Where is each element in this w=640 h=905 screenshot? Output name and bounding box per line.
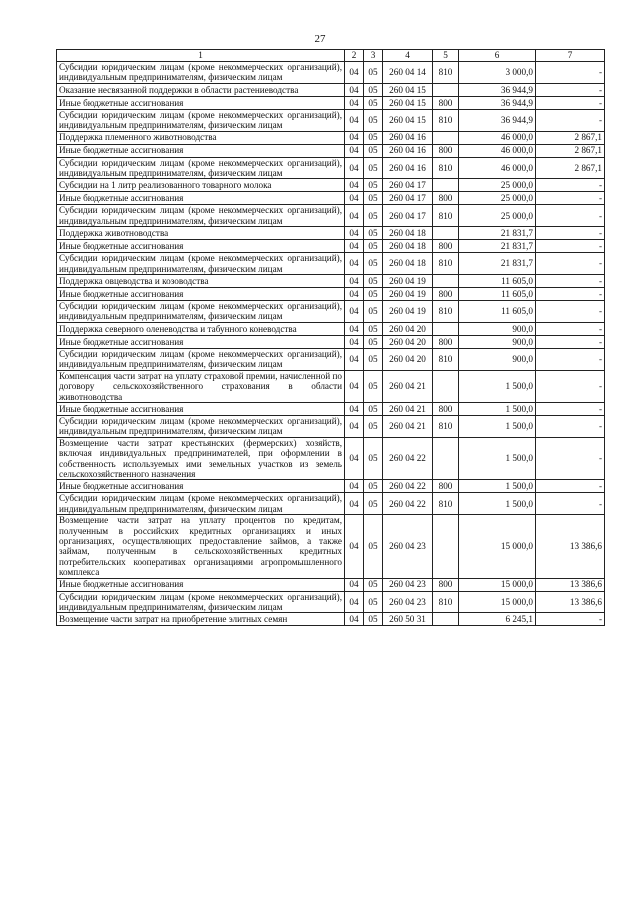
amount-cell: 36 944,9 — [459, 83, 536, 96]
amount-cell: 21 831,7 — [459, 253, 536, 275]
secondary-amount-cell: - — [536, 402, 605, 415]
amount-cell: 1 500,0 — [459, 370, 536, 402]
column-header: 5 — [433, 50, 459, 62]
table-row — [57, 131, 605, 144]
subsection-code-cell: 05 — [364, 493, 383, 515]
section-code-cell: 04 — [345, 370, 364, 402]
expense-type-cell: 800 — [433, 402, 459, 415]
row-name-cell: Возмещение части затрат крестьянских (фермерских) хозяйств, включая индивидуальных предпринимателей, при оформлении в собственность используемых ими земельных участков из земель сельскохозяйственного назначения — [57, 437, 345, 480]
secondary-amount-cell: 2 867,1 — [536, 131, 605, 144]
amount-cell: 900,0 — [459, 348, 536, 370]
subsection-code-cell: 05 — [364, 288, 383, 301]
table-row — [57, 591, 605, 613]
expense-type-cell — [433, 131, 459, 144]
subsection-code-cell: 05 — [364, 322, 383, 335]
column-header: 4 — [383, 50, 433, 62]
row-name-cell: Компенсация части затрат на уплату страховой премии, начисленной по договору сельскохозяйственного страхования в области животноводства — [57, 370, 345, 402]
section-code-cell: 04 — [345, 253, 364, 275]
row-name-cell: Иные бюджетные ассигнования — [57, 96, 345, 109]
amount-cell: 21 831,7 — [459, 240, 536, 253]
subsection-code-cell: 05 — [364, 179, 383, 192]
amount-cell: 6 245,1 — [459, 613, 536, 626]
subsection-code-cell: 05 — [364, 253, 383, 275]
amount-cell: 46 000,0 — [459, 157, 536, 179]
section-code-cell: 04 — [345, 205, 364, 227]
target-article-cell: 260 04 15 — [383, 109, 433, 131]
table-row — [57, 515, 605, 578]
secondary-amount-cell: - — [536, 192, 605, 205]
amount-cell: 11 605,0 — [459, 301, 536, 323]
target-article-cell: 260 04 20 — [383, 348, 433, 370]
secondary-amount-cell: 2 867,1 — [536, 144, 605, 157]
row-name-cell: Оказание несвязанной поддержки в области растениеводства — [57, 83, 345, 96]
row-name-cell: Субсидии юридическим лицам (кроме некоммерческих организаций), индивидуальным предпринимателям, физическим лицам — [57, 253, 345, 275]
secondary-amount-cell: 13 386,6 — [536, 591, 605, 613]
target-article-cell: 260 04 23 — [383, 515, 433, 578]
expense-type-cell: 800 — [433, 288, 459, 301]
expense-type-cell: 800 — [433, 96, 459, 109]
expense-type-cell — [433, 83, 459, 96]
amount-cell: 1 500,0 — [459, 415, 536, 437]
target-article-cell: 260 04 20 — [383, 335, 433, 348]
row-name-cell: Субсидии юридическим лицам (кроме некоммерческих организаций), индивидуальным предпринимателям, физическим лицам — [57, 109, 345, 131]
secondary-amount-cell: - — [536, 179, 605, 192]
table-row — [57, 301, 605, 323]
section-code-cell: 04 — [345, 62, 364, 84]
section-code-cell: 04 — [345, 437, 364, 480]
amount-cell: 15 000,0 — [459, 515, 536, 578]
subsection-code-cell: 05 — [364, 348, 383, 370]
secondary-amount-cell: - — [536, 288, 605, 301]
subsection-code-cell: 05 — [364, 578, 383, 591]
table-row — [57, 613, 605, 626]
target-article-cell: 260 04 16 — [383, 144, 433, 157]
secondary-amount-cell: - — [536, 613, 605, 626]
row-name-cell: Субсидии юридическим лицам (кроме некоммерческих организаций), индивидуальным предпринимателям, физическим лицам — [57, 157, 345, 179]
row-name-cell: Поддержка северного оленеводства и табунного коневодства — [57, 322, 345, 335]
secondary-amount-cell: - — [536, 301, 605, 323]
row-name-cell: Иные бюджетные ассигнования — [57, 240, 345, 253]
amount-cell: 46 000,0 — [459, 131, 536, 144]
row-name-cell: Субсидии на 1 литр реализованного товарного молока — [57, 179, 345, 192]
secondary-amount-cell: - — [536, 253, 605, 275]
secondary-amount-cell: - — [536, 493, 605, 515]
expense-type-cell — [433, 179, 459, 192]
expense-type-cell: 800 — [433, 240, 459, 253]
amount-cell: 25 000,0 — [459, 192, 536, 205]
target-article-cell: 260 04 18 — [383, 253, 433, 275]
section-code-cell: 04 — [345, 613, 364, 626]
section-code-cell: 04 — [345, 131, 364, 144]
row-name-cell: Иные бюджетные ассигнования — [57, 480, 345, 493]
expense-type-cell: 810 — [433, 205, 459, 227]
table-row — [57, 415, 605, 437]
secondary-amount-cell: - — [536, 109, 605, 131]
secondary-amount-cell: - — [536, 480, 605, 493]
table-row — [57, 205, 605, 227]
amount-cell: 900,0 — [459, 335, 536, 348]
table-row — [57, 179, 605, 192]
subsection-code-cell: 05 — [364, 240, 383, 253]
section-code-cell: 04 — [345, 335, 364, 348]
column-header: 1 — [57, 50, 345, 62]
target-article-cell: 260 04 15 — [383, 96, 433, 109]
subsection-code-cell: 05 — [364, 192, 383, 205]
row-name-cell: Субсидии юридическим лицам (кроме некоммерческих организаций), индивидуальным предпринимателям, физическим лицам — [57, 591, 345, 613]
target-article-cell: 260 04 19 — [383, 275, 433, 288]
row-name-cell: Иные бюджетные ассигнования — [57, 192, 345, 205]
subsection-code-cell: 05 — [364, 301, 383, 323]
row-name-cell: Субсидии юридическим лицам (кроме некоммерческих организаций), индивидуальным предпринимателям, физическим лицам — [57, 415, 345, 437]
table-row — [57, 83, 605, 96]
table-row — [57, 288, 605, 301]
expense-type-cell: 810 — [433, 253, 459, 275]
row-name-cell: Иные бюджетные ассигнования — [57, 144, 345, 157]
expense-type-cell: 810 — [433, 301, 459, 323]
secondary-amount-cell: - — [536, 322, 605, 335]
table-row — [57, 493, 605, 515]
section-code-cell: 04 — [345, 83, 364, 96]
amount-cell: 1 500,0 — [459, 480, 536, 493]
secondary-amount-cell: - — [536, 227, 605, 240]
amount-cell: 25 000,0 — [459, 205, 536, 227]
section-code-cell: 04 — [345, 227, 364, 240]
table-row — [57, 227, 605, 240]
secondary-amount-cell: - — [536, 83, 605, 96]
budget-table — [56, 49, 605, 626]
section-code-cell: 04 — [345, 240, 364, 253]
secondary-amount-cell: - — [536, 275, 605, 288]
section-code-cell: 04 — [345, 480, 364, 493]
subsection-code-cell: 05 — [364, 591, 383, 613]
target-article-cell: 260 04 21 — [383, 402, 433, 415]
subsection-code-cell: 05 — [364, 275, 383, 288]
secondary-amount-cell: - — [536, 205, 605, 227]
amount-cell: 1 500,0 — [459, 493, 536, 515]
table-row — [57, 240, 605, 253]
section-code-cell: 04 — [345, 179, 364, 192]
expense-type-cell: 810 — [433, 493, 459, 515]
row-name-cell: Иные бюджетные ассигнования — [57, 335, 345, 348]
table-row — [57, 96, 605, 109]
subsection-code-cell: 05 — [364, 515, 383, 578]
target-article-cell: 260 04 21 — [383, 415, 433, 437]
target-article-cell: 260 04 17 — [383, 205, 433, 227]
amount-cell: 15 000,0 — [459, 578, 536, 591]
target-article-cell: 260 04 19 — [383, 301, 433, 323]
secondary-amount-cell: - — [536, 370, 605, 402]
subsection-code-cell: 05 — [364, 62, 383, 84]
section-code-cell: 04 — [345, 415, 364, 437]
subsection-code-cell: 05 — [364, 335, 383, 348]
row-name-cell: Субсидии юридическим лицам (кроме некоммерческих организаций), индивидуальным предпринимателям, физическим лицам — [57, 205, 345, 227]
section-code-cell: 04 — [345, 275, 364, 288]
amount-cell: 11 605,0 — [459, 275, 536, 288]
table-row — [57, 578, 605, 591]
target-article-cell: 260 04 16 — [383, 157, 433, 179]
amount-cell: 36 944,9 — [459, 96, 536, 109]
row-name-cell: Иные бюджетные ассигнования — [57, 578, 345, 591]
subsection-code-cell: 05 — [364, 96, 383, 109]
table-row — [57, 335, 605, 348]
subsection-code-cell: 05 — [364, 402, 383, 415]
secondary-amount-cell: 13 386,6 — [536, 578, 605, 591]
table-header-row — [57, 50, 605, 62]
subsection-code-cell: 05 — [364, 613, 383, 626]
section-code-cell: 04 — [345, 515, 364, 578]
secondary-amount-cell: - — [536, 96, 605, 109]
row-name-cell: Субсидии юридическим лицам (кроме некоммерческих организаций), индивидуальным предпринимателям, физическим лицам — [57, 301, 345, 323]
subsection-code-cell: 05 — [364, 370, 383, 402]
target-article-cell: 260 04 18 — [383, 240, 433, 253]
section-code-cell: 04 — [345, 493, 364, 515]
subsection-code-cell: 05 — [364, 415, 383, 437]
section-code-cell: 04 — [345, 109, 364, 131]
target-article-cell: 260 04 15 — [383, 83, 433, 96]
expense-type-cell — [433, 437, 459, 480]
secondary-amount-cell: - — [536, 348, 605, 370]
expense-type-cell: 800 — [433, 144, 459, 157]
secondary-amount-cell: 13 386,6 — [536, 515, 605, 578]
subsection-code-cell: 05 — [364, 227, 383, 240]
subsection-code-cell: 05 — [364, 205, 383, 227]
table-row — [57, 253, 605, 275]
subsection-code-cell: 05 — [364, 480, 383, 493]
row-name-cell: Поддержка овцеводства и козоводства — [57, 275, 345, 288]
target-article-cell: 260 04 16 — [383, 131, 433, 144]
expense-type-cell — [433, 227, 459, 240]
secondary-amount-cell: - — [536, 335, 605, 348]
target-article-cell: 260 04 18 — [383, 227, 433, 240]
target-article-cell: 260 04 19 — [383, 288, 433, 301]
page-number: 27 — [314, 33, 326, 45]
expense-type-cell: 810 — [433, 348, 459, 370]
row-name-cell: Поддержка племенного животноводства — [57, 131, 345, 144]
section-code-cell: 04 — [345, 144, 364, 157]
target-article-cell: 260 04 23 — [383, 578, 433, 591]
expense-type-cell: 810 — [433, 62, 459, 84]
column-header: 2 — [345, 50, 364, 62]
subsection-code-cell: 05 — [364, 157, 383, 179]
amount-cell: 3 000,0 — [459, 62, 536, 84]
expense-type-cell: 800 — [433, 480, 459, 493]
target-article-cell: 260 04 23 — [383, 591, 433, 613]
expense-type-cell: 810 — [433, 109, 459, 131]
expense-type-cell: 810 — [433, 157, 459, 179]
secondary-amount-cell: - — [536, 415, 605, 437]
table-row — [57, 402, 605, 415]
target-article-cell: 260 04 17 — [383, 192, 433, 205]
secondary-amount-cell: - — [536, 240, 605, 253]
table-row — [57, 62, 605, 84]
section-code-cell: 04 — [345, 192, 364, 205]
expense-type-cell: 800 — [433, 192, 459, 205]
section-code-cell: 04 — [345, 301, 364, 323]
amount-cell: 36 944,9 — [459, 109, 536, 131]
section-code-cell: 04 — [345, 322, 364, 335]
amount-cell: 15 000,0 — [459, 591, 536, 613]
table-row — [57, 480, 605, 493]
subsection-code-cell: 05 — [364, 83, 383, 96]
target-article-cell: 260 04 22 — [383, 480, 433, 493]
row-name-cell: Субсидии юридическим лицам (кроме некоммерческих организаций), индивидуальным предпринимателям, физическим лицам — [57, 62, 345, 84]
row-name-cell: Иные бюджетные ассигнования — [57, 402, 345, 415]
subsection-code-cell: 05 — [364, 437, 383, 480]
expense-type-cell — [433, 515, 459, 578]
column-header: 7 — [536, 50, 605, 62]
target-article-cell: 260 04 20 — [383, 322, 433, 335]
expense-type-cell — [433, 613, 459, 626]
target-article-cell: 260 04 17 — [383, 179, 433, 192]
table-row — [57, 437, 605, 480]
row-name-cell: Субсидии юридическим лицам (кроме некоммерческих организаций), индивидуальным предпринимателям, физическим лицам — [57, 348, 345, 370]
expense-type-cell: 800 — [433, 335, 459, 348]
amount-cell: 1 500,0 — [459, 402, 536, 415]
table-row — [57, 275, 605, 288]
subsection-code-cell: 05 — [364, 109, 383, 131]
table-row — [57, 192, 605, 205]
target-article-cell: 260 04 21 — [383, 370, 433, 402]
expense-type-cell — [433, 370, 459, 402]
amount-cell: 46 000,0 — [459, 144, 536, 157]
row-name-cell: Поддержка животноводства — [57, 227, 345, 240]
target-article-cell: 260 04 14 — [383, 62, 433, 84]
target-article-cell: 260 50 31 — [383, 613, 433, 626]
amount-cell: 25 000,0 — [459, 179, 536, 192]
table-row — [57, 157, 605, 179]
amount-cell: 21 831,7 — [459, 227, 536, 240]
section-code-cell: 04 — [345, 96, 364, 109]
row-name-cell: Иные бюджетные ассигнования — [57, 288, 345, 301]
expense-type-cell — [433, 275, 459, 288]
expense-type-cell: 800 — [433, 578, 459, 591]
column-header: 3 — [364, 50, 383, 62]
table-row — [57, 109, 605, 131]
section-code-cell: 04 — [345, 157, 364, 179]
row-name-cell: Возмещение части затрат на приобретение элитных семян — [57, 613, 345, 626]
amount-cell: 900,0 — [459, 322, 536, 335]
expense-type-cell — [433, 322, 459, 335]
secondary-amount-cell: - — [536, 62, 605, 84]
amount-cell: 11 605,0 — [459, 288, 536, 301]
section-code-cell: 04 — [345, 402, 364, 415]
column-header: 6 — [459, 50, 536, 62]
section-code-cell: 04 — [345, 288, 364, 301]
table-row — [57, 348, 605, 370]
table-row — [57, 370, 605, 402]
table-row — [57, 144, 605, 157]
secondary-amount-cell: - — [536, 437, 605, 480]
section-code-cell: 04 — [345, 348, 364, 370]
subsection-code-cell: 05 — [364, 144, 383, 157]
row-name-cell: Возмещение части затрат на уплату процентов по кредитам, полученным в российских кредитных организациях и иных организациях, осуществляющих предоставление займов, а также займам, полученным в сельскохозяйственных кредитных потребительских кооперативах организациями агропромышленного комплекса — [57, 515, 345, 578]
target-article-cell: 260 04 22 — [383, 493, 433, 515]
secondary-amount-cell: 2 867,1 — [536, 157, 605, 179]
amount-cell: 1 500,0 — [459, 437, 536, 480]
row-name-cell: Субсидии юридическим лицам (кроме некоммерческих организаций), индивидуальным предпринимателям, физическим лицам — [57, 493, 345, 515]
expense-type-cell: 810 — [433, 591, 459, 613]
expense-type-cell: 810 — [433, 415, 459, 437]
subsection-code-cell: 05 — [364, 131, 383, 144]
section-code-cell: 04 — [345, 591, 364, 613]
section-code-cell: 04 — [345, 578, 364, 591]
table-row — [57, 322, 605, 335]
target-article-cell: 260 04 22 — [383, 437, 433, 480]
